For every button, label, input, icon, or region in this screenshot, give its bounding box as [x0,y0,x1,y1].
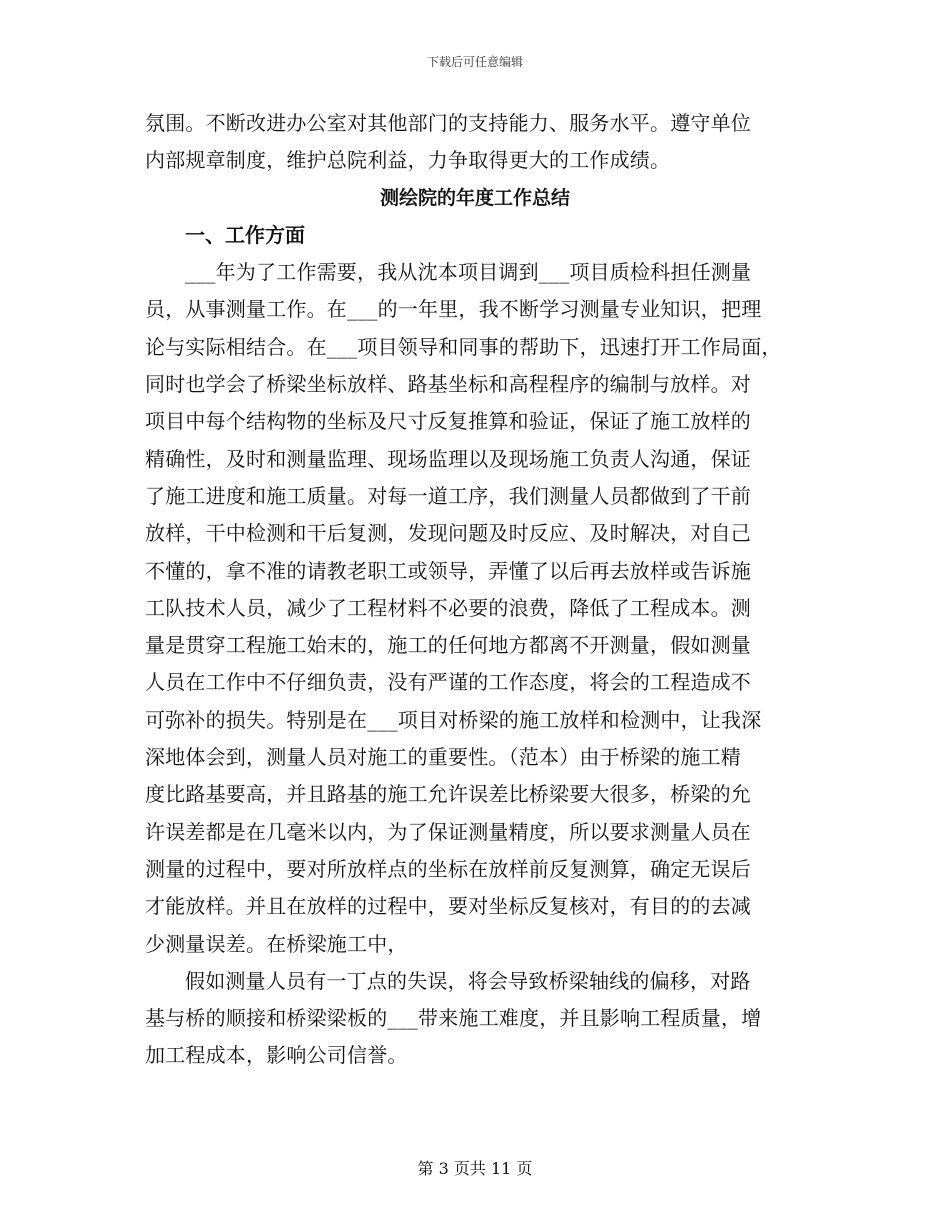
page-footer: 第 3 页共 11 页 [417,1159,533,1178]
paragraph-line: 度比路基要高，并且路基的施工允许误差比桥梁要大很多，桥梁的允 [145,782,751,807]
paragraph-line: 论与实际相结合。在___项目领导和同事的帮助下，迅速打开工作局面， [145,334,782,359]
document-body [145,105,805,1075]
paragraph-line: 深地体会到，测量人员对施工的重要性。（范本）由于桥梁的施工精 [145,745,741,770]
paragraph-line: 不懂的，拿不准的请教老职工或领导，弄懂了以后再去放样或告诉施 [145,558,751,583]
paragraph-line: 同时也学会了桥梁坐标放样、路基坐标和高程程序的编制与放样。对 [145,372,751,397]
document-title: 测绘院的年度工作总结 [379,186,570,209]
paragraph-line: 测量的过程中，要对所放样点的坐标在放样前反复测算，确定无误后 [145,856,751,881]
paragraph-line: 精确性，及时和测量监理、现场监理以及现场施工负责人沟通，保证 [145,446,751,471]
page-header: 下载后可任意编辑 [426,55,523,69]
intro-line: 内部规章制度，维护总院利益，力争取得更大的工作成绩。 [145,148,671,173]
paragraph-line: 少测量误差。在桥梁施工中， [145,931,408,956]
paragraph-line: 量是贯穿工程施工始末的，施工的任何地方都离不开测量，假如测量 [145,633,751,658]
paragraph-line: 放样，干中检测和干后复测，发现问题及时反应、及时解决，对自己 [145,521,751,546]
paragraph-line: 假如测量人员有一丁点的失误，将会导致桥梁轴线的偏移，对路 [185,968,751,993]
paragraph-line: 许误差都是在几毫米以内，为了保证测量精度，所以要求测量人员在 [145,819,751,844]
paragraph-line: 人员在工作中不仔细负责，没有严谨的工作态度，将会的工程造成不 [145,670,751,695]
paragraph-line: 了施工进度和施工质量。对每一道工序，我们测量人员都做到了干前 [145,483,751,508]
paragraph-line: ___年为了工作需要，我从沈本项目调到___项目质检科担任测量 [185,260,752,285]
paragraph-line: 工队技术人员，减少了工程材料不必要的浪费，降低了工程成本。测 [145,595,751,620]
intro-line: 氛围。不断改进办公室对其他部门的支持能力、服务水平。遵守单位 [145,111,751,135]
paragraph-2 [145,963,805,1075]
section-heading: 一、工作方面 [185,222,305,247]
paragraph-1 [145,254,805,963]
paragraph-line: 可弥补的损失。特别是在___项目对桥梁的施工放样和检测中，让我深 [145,707,762,732]
paragraph-line: 项目中每个结构物的坐标及尺寸反复推算和验证，保证了施工放样的 [145,409,751,434]
paragraph-line: 才能放样。并且在放样的过程中，要对坐标反复核对，有目的的去减 [145,894,751,919]
paragraph-line: 基与桥的顺接和桥梁梁板的___带来施工难度，并且影响工程质量，增 [145,1006,762,1031]
paragraph-line: 加工程成本，影响公司信誉。 [145,1043,408,1068]
paragraph-line: 员，从事测量工作。在___的一年里，我不断学习测量专业知识，把理 [145,297,762,322]
